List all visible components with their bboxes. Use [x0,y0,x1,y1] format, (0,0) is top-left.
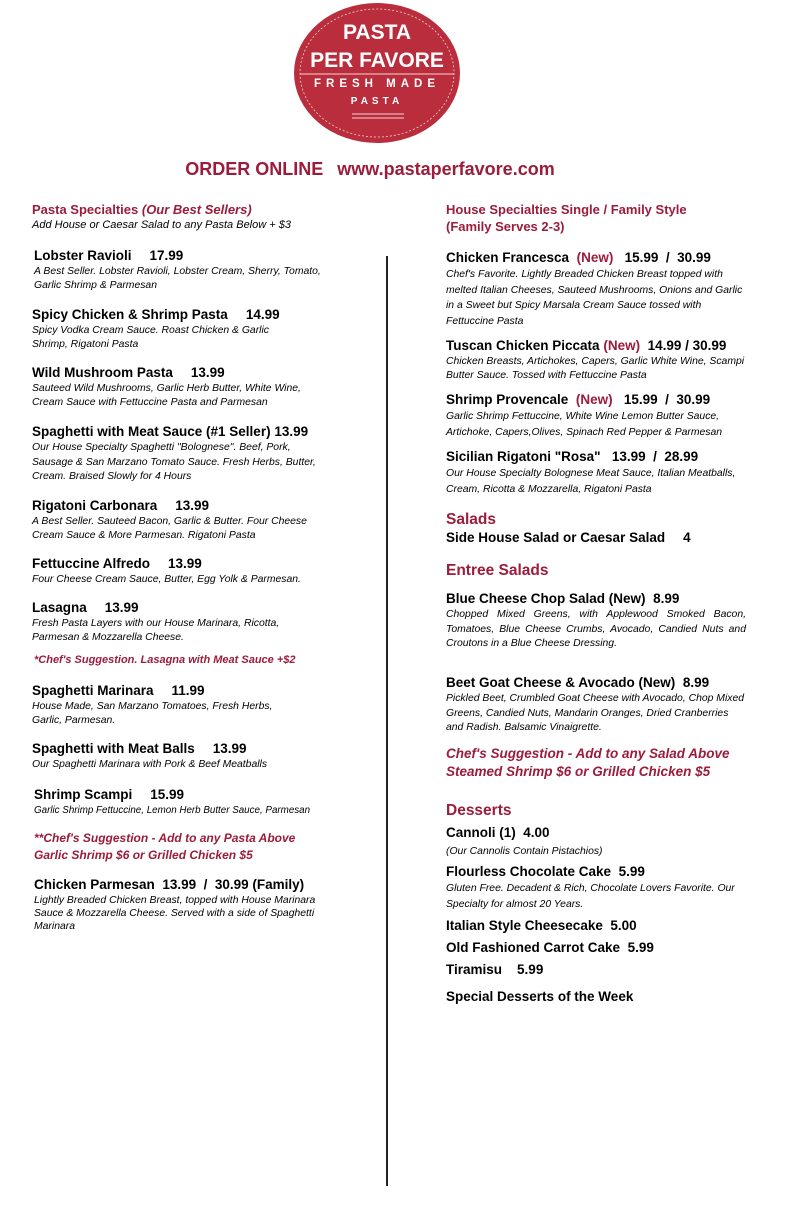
pasta-specialties-header [32,201,372,233]
item-price: 13.99 [190,365,225,380]
item-name: Tuscan Chicken Piccata [446,338,600,353]
item-name: Chicken Francesca [446,250,570,265]
item-desc: Lightly Breaded Chicken Breast, topped with House Marinara Sauce & Mozzarella Cheese. Served with a side of Spaghetti Marinara [34,895,316,932]
new-badge: (New) [575,392,613,407]
column-divider [386,256,388,1186]
lasagna-note: *Chef's Suggestion. Lasagna with Meat Sauce +$2 [34,654,296,666]
menu-item [34,786,374,818]
item-price: 14.99 [245,307,280,322]
item-desc: Garlic Shrimp Fettuccine, White Wine Lemon Butter Sauce, Artichoke, Capers,Olives, Spinach Red Pepper & Parmesan [446,411,723,438]
menu-item [32,497,372,543]
item-desc: Sauteed Wild Mushrooms, Garlic Herb Butter, White Wine, Cream Sauce with Fettuccine Pasta and Parmesan [32,383,301,408]
item-desc: A Best Seller. Lobster Ravioli, Lobster Cream, Sherry, Tomato, Garlic Shrimp & Parmesan [34,266,321,291]
item-name: Italian Style Cheesecake [446,918,603,933]
menu-item [32,306,372,352]
item-name: Fettuccine Alfredo [32,556,151,571]
item-name: Cannoli (1) [446,825,516,840]
item-name: Spaghetti Marinara [32,683,154,698]
menu-item [32,740,372,772]
item-name: Blue Cheese Chop Salad (New) [446,591,646,606]
item-price: 5.00 [610,918,637,933]
section-title: House Specialties Single / Family Style [446,202,687,217]
note-line: Steamed Shrimp $6 or Grilled Chicken $5 [446,764,711,779]
side-salad [446,529,746,547]
item-desc: Spicy Vodka Cream Sauce. Roast Chicken & Garlic Shrimp, Rigatoni Pasta [32,325,269,350]
item-price: 8.99 [682,675,710,690]
dessert-item [446,917,746,935]
note-line: Chef's Suggestion - Add to any Salad Above [446,746,730,761]
item-name: Sicilian Rigatoni "Rosa" [446,449,601,464]
item-price: 4.00 [523,825,550,840]
item-name: Side House Salad or Caesar Salad [446,530,666,545]
item-price: 13.99 [212,741,247,756]
item-price: 15.99 / 30.99 [624,250,711,265]
item-desc: House Made, San Marzano Tomatoes, Fresh Herbs, Garlic, Parmesan. [32,701,273,726]
item-price: 11.99 [171,683,205,698]
section-subtitle: (Family Serves 2-3) [446,219,565,234]
section-subtitle: Add House or Caesar Salad to any Pasta Below + $3 [32,219,291,231]
item-name: Old Fashioned Carrot Cake [446,940,621,955]
dessert-item [446,863,746,912]
dessert-item [446,961,746,979]
item-desc: Our House Specialty Bolognese Meat Sauce, Italian Meatballs, Cream, Ricotta & Mozzarella, Rigatoni Pasta [446,468,736,495]
item-price: 8.99 [653,591,680,606]
item-name: Tiramisu [446,962,503,977]
item-price: 5.99 [627,940,654,955]
item-price: 13.99 [104,600,139,615]
item-name: Wild Mushroom Pasta [32,365,173,380]
dessert-item [446,939,746,957]
menu-item [32,682,372,728]
item-price: 13.99 / 28.99 [611,449,699,464]
item-name: Flourless Chocolate Cake [446,864,612,879]
salads-heading: Salads [446,511,496,528]
menu-item [446,590,746,652]
website-link[interactable]: www.pastaperfavore.com [337,159,555,179]
menu-item [446,448,746,497]
item-price: 13.99 / 30.99 (Family) [162,877,305,892]
note-line: **Chef's Suggestion - Add to any Pasta Above [34,831,296,845]
order-online [0,159,740,180]
item-price: 15.99 [150,787,185,802]
item-name: Lobster Ravioli [34,248,132,263]
menu-item [34,247,374,293]
entree-salads-heading: Entree Salads [446,562,549,579]
menu-item [32,364,372,410]
item-name: Beet Goat Cheese & Avocado (New) [446,675,676,690]
item-name: Spaghetti with Meat Sauce (#1 Seller) [32,424,271,439]
item-name: Spaghetti with Meat Balls [32,741,195,756]
item-desc: Chef's Favorite. Lightly Breaded Chicken Breast topped with melted Italian Cheeses, Sauteed Mushrooms, Onions and Garlic in a Sweet but Spicy Marsala Cream Sauce tossed with Fettuccine Pasta [446,269,743,327]
pasta-add-on-note [34,830,374,864]
menu-item [32,599,372,645]
item-desc: Chopped Mixed Greens, with Applewood Smoked Bacon, Tomatoes, Blue Cheese Crumbs, Avocado, Candied Nuts and Croutons in a Blue Cheese Dressing. [446,609,746,649]
logo-text-2: PER FAVORE [310,49,444,72]
item-price: 5.99 [618,864,645,879]
item-price: 13.99 [274,424,309,439]
item-desc: Chicken Breasts, Artichokes, Capers, Garlic White Wine, Scampi Butter Sauce. Tossed with Fettuccine Pasta [446,356,745,381]
logo-text-1: PASTA [342,21,412,44]
logo-text-3: FRESH MADE [313,78,441,90]
dessert-item [446,824,746,860]
item-name: Chicken Parmesan [34,877,155,892]
item-desc: Our House Specialty Spaghetti "Bolognese". Beef, Pork, Sausage & San Marzano Tomato Sauce. Fresh Herbs, Butter, Cream. Braised Slowly for 4 Hours [32,442,316,483]
menu-item [446,249,746,329]
item-price: 15.99 / 30.99 [623,392,711,407]
logo-text-4: PASTA [350,96,404,107]
item-desc: (Our Cannolis Contain Pistachios) [446,846,603,857]
special-desserts: Special Desserts of the Week [446,989,634,1004]
salad-add-on-note [446,745,766,781]
desserts-heading: Desserts [446,802,512,819]
item-name: Shrimp Scampi [34,787,133,802]
item-desc: Four Cheese Cream Sauce, Butter, Egg Yolk & Parmesan. [32,574,301,585]
menu-item [446,391,746,440]
section-title-em: (Our Best Sellers) [141,202,252,217]
item-desc: Garlic Shrimp Fettuccine, Lemon Herb Butter Sauce, Parmesan [34,805,311,816]
item-name: Spicy Chicken & Shrimp Pasta [32,307,228,322]
menu-item [446,337,746,382]
menu-item [446,674,746,736]
section-title: Pasta Specialties [32,202,139,217]
item-name: Lasagna [32,600,87,615]
item-price: 4 [683,530,691,545]
item-name: Shrimp Provencale [446,392,569,407]
item-desc: A Best Seller. Sauteed Bacon, Garlic & Butter. Four Cheese Cream Sauce & More Parmesan. Rigatoni Pasta [32,516,307,541]
item-price: 13.99 [168,556,202,571]
item-price: 17.99 [149,248,184,263]
house-specialties-header [446,201,746,235]
item-desc: Pickled Beet, Crumbled Goat Cheese with Avocado, Chop Mixed Greens, Candied Nuts, Mandarin Oranges, Dried Cranberries and Radish. Balsamic Vinaigrette. [446,693,745,733]
item-desc: Fresh Pasta Layers with our House Marinara, Ricotta, Parmesan & Mozzarella Cheese. [32,618,280,643]
item-price: 14.99 / 30.99 [647,338,727,353]
new-badge: (New) [603,338,641,353]
item-desc: Our Spaghetti Marinara with Pork & Beef Meatballs [32,759,268,770]
new-badge: (New) [576,250,614,265]
item-price: 13.99 [175,498,210,513]
item-name: Rigatoni Carbonara [32,498,158,513]
item-desc: Gluten Free. Decadent & Rich, Chocolate Lovers Favorite. Our Specialty for almost 20 Years. [446,883,735,910]
note-line: Garlic Shrimp $6 or Grilled Chicken $5 [34,848,253,862]
menu-item [32,555,372,587]
menu-item [34,876,374,933]
order-label: ORDER ONLINE [185,159,324,179]
item-price: 5.99 [517,962,544,977]
menu-item [32,423,372,485]
logo [292,2,462,144]
